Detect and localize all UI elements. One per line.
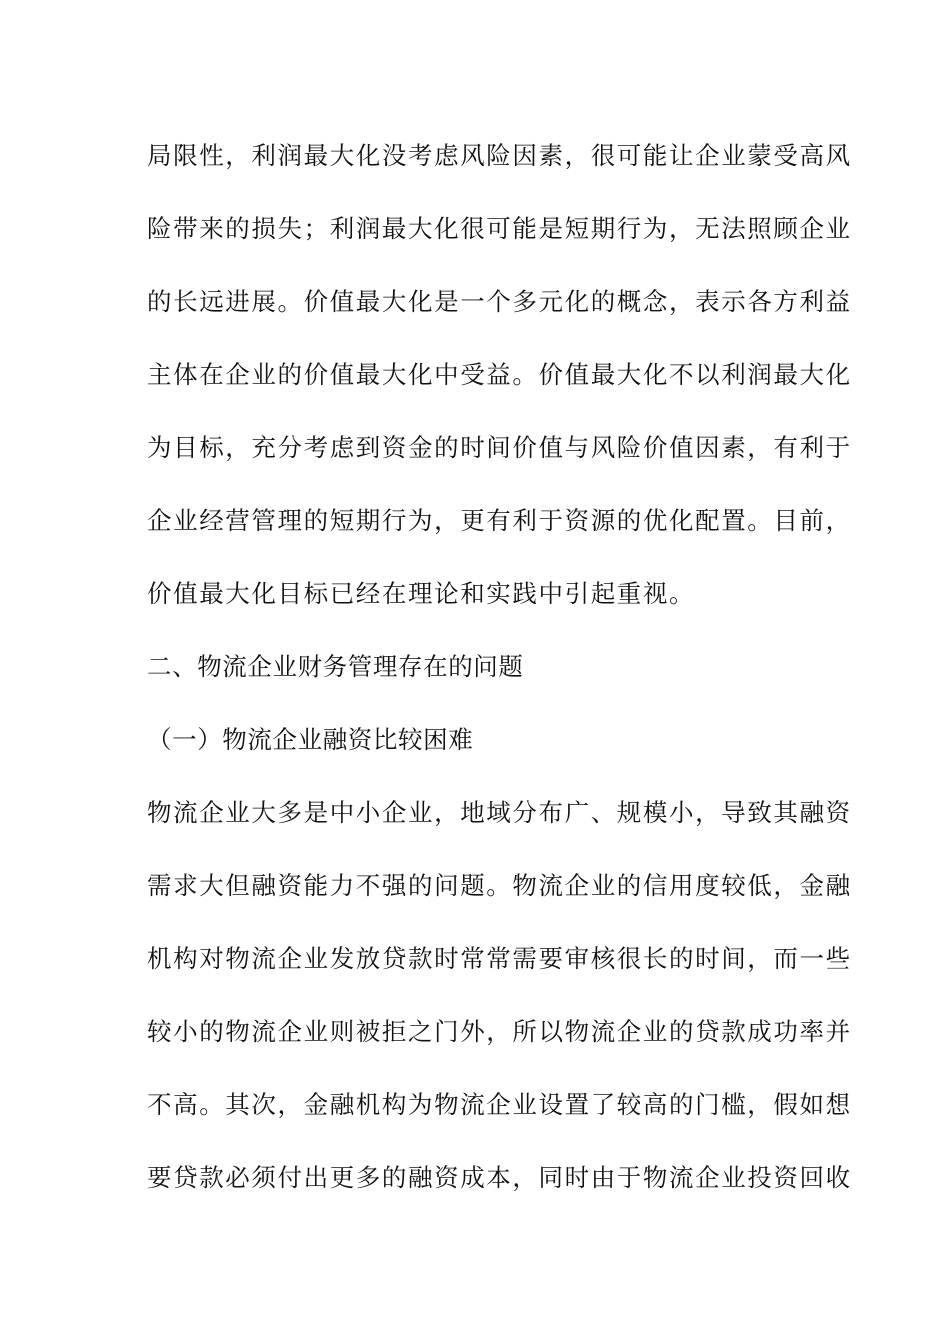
paragraph-2-line-4: 较小的物流企业则被拒之门外，所以物流企业的贷款成功率并 xyxy=(147,1017,852,1046)
paragraph-2-line-3: 机构对物流企业发放贷款时常常需要审核很长的时间，而一些 xyxy=(147,944,852,973)
paragraph-2-line-1: 物流企业大多是中小企业，地域分布广、规模小，导致其融资 xyxy=(147,798,852,827)
paragraph-1-line-2: 险带来的损失；利润最大化很可能是短期行为，无法照顾企业 xyxy=(147,214,852,243)
paragraph-1-line-6: 企业经营管理的短期行为，更有利于资源的优化配置。目前， xyxy=(147,506,852,535)
section-heading: 二、物流企业财务管理存在的问题 xyxy=(147,652,524,681)
subsection-heading: （一）物流企业融资比较困难 xyxy=(147,725,474,754)
paragraph-2-line-6: 要贷款必须付出更多的融资成本，同时由于物流企业投资回收 xyxy=(147,1163,852,1192)
paragraph-1-line-1: 局限性，利润最大化没考虑风险因素，很可能让企业蒙受高风 xyxy=(147,141,852,170)
paragraph-2-line-2: 需求大但融资能力不强的问题。物流企业的信用度较低，金融 xyxy=(147,871,852,900)
paragraph-1-line-4: 主体在企业的价值最大化中受益。价值最大化不以利润最大化 xyxy=(147,360,852,389)
paragraph-1-line-5: 为目标，充分考虑到资金的时间价值与风险价值因素，有利于 xyxy=(147,433,852,462)
paragraph-1-line-3: 的长远进展。价值最大化是一个多元化的概念，表示各方利益 xyxy=(147,287,852,316)
paragraph-2-line-5: 不高。其次，金融机构为物流企业设置了较高的门槛，假如想 xyxy=(147,1090,852,1119)
paragraph-1-line-7: 价值最大化目标已经在理论和实践中引起重视。 xyxy=(147,579,696,608)
